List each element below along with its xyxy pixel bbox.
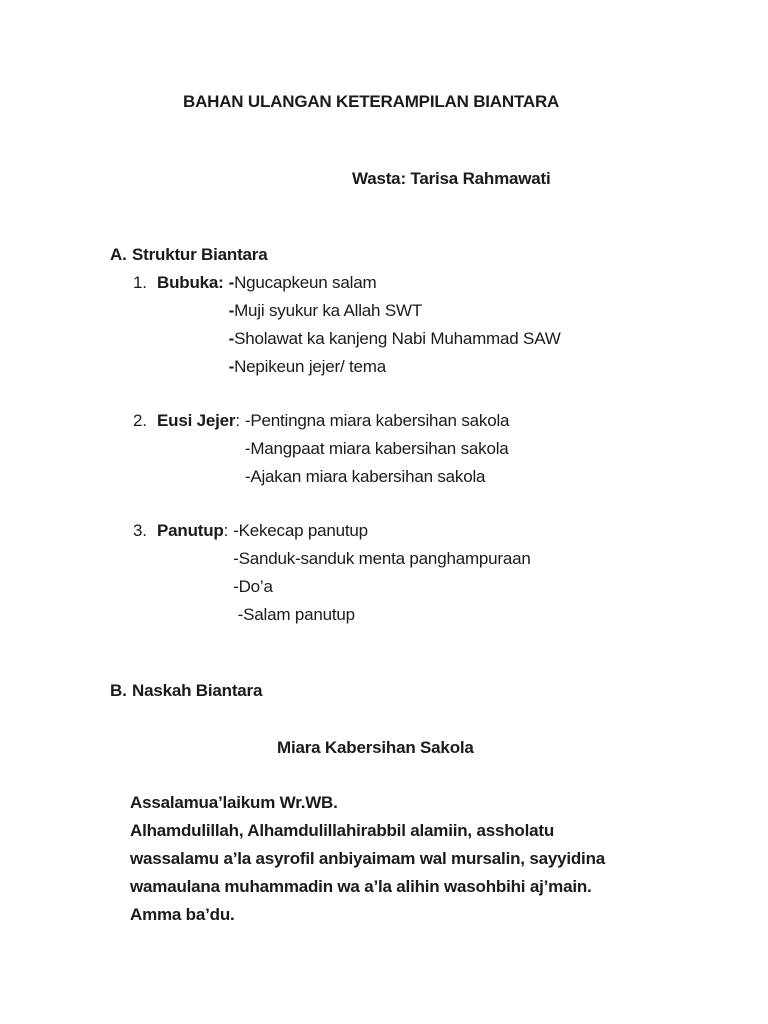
entry-line: -Ajakan miara kabersihan sakola xyxy=(244,467,486,486)
entry-line: -Sholawat ka kanjeng Nabi Muhammad SAW xyxy=(228,329,561,348)
item-label: Eusi Jejer: xyxy=(157,411,240,430)
entry-line: -Muji syukur ka Allah SWT xyxy=(228,301,422,320)
entry-line: -Ngucapkeun salam xyxy=(228,273,377,292)
entry-line: -Kekecap panutup xyxy=(233,521,368,540)
item-entries xyxy=(229,269,561,381)
paragraph-line: Alhamdulillah, Alhamdulillahirabbil alamiin, assholatu xyxy=(130,821,555,840)
section-a-letter: A. xyxy=(110,245,127,264)
item-label: Bubuka: xyxy=(157,273,224,292)
entry-line: -Nepikeun jejer/ tema xyxy=(228,357,386,376)
outline-item-eusi-jejer xyxy=(0,407,768,491)
item-label: Panutup: xyxy=(157,521,229,540)
section-a-heading xyxy=(0,241,768,269)
entry-line: -Salam panutup xyxy=(233,605,355,624)
document-title: BAHAN ULANGAN KETERAMPILAN BIANTARA xyxy=(183,92,560,111)
paragraph-line: wamaulana muhammadin wa a’la alihin wasohbihi aj’main. xyxy=(130,877,592,896)
entry-line: -Pentingna miara kabersihan sakola xyxy=(244,411,510,430)
entry-line: -Mangpaat miara kabersihan sakola xyxy=(244,439,509,458)
paragraph-line: Amma ba’du. xyxy=(130,905,235,924)
item-number: 3. xyxy=(133,521,147,540)
paragraph-line: Assalamua’laikum Wr.WB. xyxy=(130,793,338,812)
entry-line: -Sanduk-sanduk menta panghampuraan xyxy=(233,549,531,568)
speech-title: Miara Kabersihan Sakola xyxy=(277,738,474,757)
section-b-letter: B. xyxy=(110,681,127,700)
item-number: 2. xyxy=(133,411,147,430)
paragraph-line: wassalamu a’la asyrofil anbiyaimam wal mursalin, sayyidina xyxy=(130,849,606,868)
speech-opening-paragraph xyxy=(0,789,768,929)
section-b-title: Naskah Biantara xyxy=(132,681,263,700)
item-entries xyxy=(233,517,531,629)
outline-item-panutup xyxy=(0,517,768,629)
section-b-heading xyxy=(0,677,768,705)
author-line: Wasta: Tarisa Rahmawati xyxy=(352,169,551,188)
outline-item-bubuka xyxy=(0,269,768,381)
item-number: 1. xyxy=(133,273,147,292)
item-entries xyxy=(245,407,509,491)
section-a-title: Struktur Biantara xyxy=(132,245,268,264)
entry-line: -Do’a xyxy=(233,577,273,596)
